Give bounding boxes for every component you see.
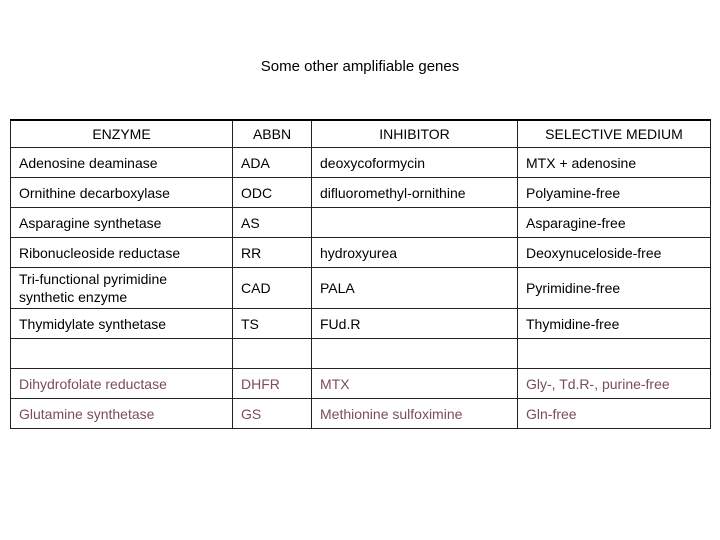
table-row [11,148,711,178]
table-row [11,369,711,399]
header-enzyme: ENZYME [11,120,233,148]
cell-enzyme: Ornithine decarboxylase [11,178,233,208]
amplifiable-genes-table [10,119,711,429]
cell-inhibitor: deoxycoformycin [312,148,518,178]
cell-inhibitor: hydroxyurea [312,238,518,268]
cell-enzyme [11,339,233,369]
cell-abbn: ADA [233,148,312,178]
cell-abbn: GS [233,399,312,429]
table-row [11,208,711,238]
cell-medium: Deoxynuceloside-free [518,238,711,268]
cell-medium: Pyrimidine-free [518,268,711,309]
table-row [11,309,711,339]
cell-enzyme: Glutamine synthetase [11,399,233,429]
cell-enzyme: Adenosine deaminase [11,148,233,178]
cell-inhibitor [312,208,518,238]
cell-medium: Gly-, Td.R-, purine-free [518,369,711,399]
cell-inhibitor [312,339,518,369]
cell-medium [518,339,711,369]
cell-enzyme: Tri-functional pyrimidine synthetic enzyme [11,268,233,309]
cell-enzyme: Dihydrofolate reductase [11,369,233,399]
cell-medium: Thymidine-free [518,309,711,339]
cell-abbn: RR [233,238,312,268]
table-row [11,268,711,309]
cell-inhibitor: Methionine sulfoximine [312,399,518,429]
table-row [11,399,711,429]
table-row-empty [11,339,711,369]
page-title: Some other amplifiable genes [260,58,460,75]
cell-abbn [233,339,312,369]
cell-inhibitor: MTX [312,369,518,399]
table-header-row [11,120,711,148]
header-inhibitor: INHIBITOR [312,120,518,148]
cell-abbn: AS [233,208,312,238]
cell-medium: Asparagine-free [518,208,711,238]
cell-inhibitor: FUd.R [312,309,518,339]
cell-abbn: ODC [233,178,312,208]
cell-abbn: DHFR [233,369,312,399]
cell-medium: Polyamine-free [518,178,711,208]
cell-abbn: TS [233,309,312,339]
cell-medium: MTX + adenosine [518,148,711,178]
header-selective-medium: SELECTIVE MEDIUM [518,120,711,148]
table-row [11,178,711,208]
cell-enzyme: Ribonucleoside reductase [11,238,233,268]
header-abbn: ABBN [233,120,312,148]
cell-inhibitor: difluoromethyl-ornithine [312,178,518,208]
cell-enzyme: Thymidylate synthetase [11,309,233,339]
cell-inhibitor: PALA [312,268,518,309]
table-row [11,238,711,268]
cell-abbn: CAD [233,268,312,309]
cell-medium: Gln-free [518,399,711,429]
cell-enzyme: Asparagine synthetase [11,208,233,238]
